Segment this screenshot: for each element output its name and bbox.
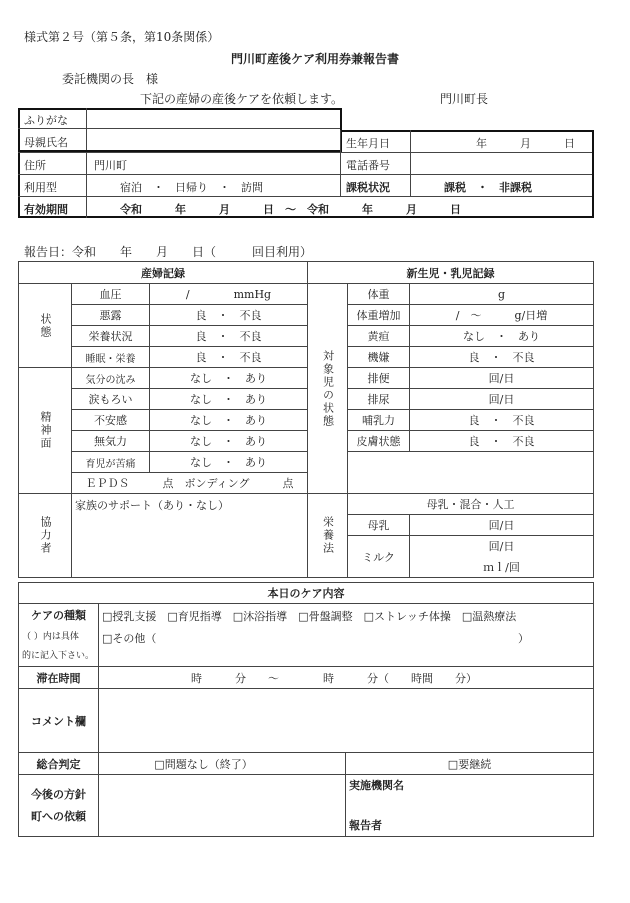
future-field[interactable] [99, 775, 346, 837]
row-line-2 [18, 174, 592, 175]
infant-value[interactable]: なし ・ あり [410, 326, 594, 347]
maternal-item: 涙もろい [72, 389, 150, 410]
addressee: 委託機関の長 様 [62, 72, 159, 86]
top-form [18, 108, 594, 218]
birthdate-label: 生年月日 [346, 137, 390, 150]
infant-value[interactable]: 良 ・ 不良 [410, 410, 594, 431]
facility-cell [346, 775, 594, 837]
infant-value[interactable]: g [410, 284, 594, 305]
tax-status-options[interactable]: 課税 ・ 非課税 [444, 181, 532, 194]
target-group-label: 対象児の状態 [308, 284, 348, 494]
furigana-label: ふりがな [24, 114, 68, 127]
care-type-cell [19, 604, 99, 667]
maternal-value[interactable]: 良 ・ 不良 [150, 305, 308, 326]
row-line-3 [18, 196, 592, 197]
tax-status-label: 課税状況 [346, 181, 390, 194]
nutrition-group-label: 栄養法 [308, 494, 348, 578]
maternal-item: 無気力 [72, 431, 150, 452]
form-number: 様式第２号（第５条，第10条関係） [24, 30, 220, 44]
maternal-item: 睡眠・栄養 [72, 347, 150, 368]
reporter-label: 報告者 [349, 819, 382, 832]
care-type-note-2: 的に記入下さい。 [22, 651, 95, 661]
mental-group-label: 精神面 [19, 368, 72, 494]
maternal-value[interactable]: なし ・ あり [150, 368, 308, 389]
care-other-close: ） [518, 632, 529, 645]
issuer: 門川町長 [440, 92, 489, 106]
care-section-title: 本日のケア内容 [19, 583, 594, 604]
infant-item: 黄疸 [348, 326, 410, 347]
right-label-divider [410, 130, 411, 196]
mid-col-divider [340, 152, 341, 196]
maternal-item: 悪露 [72, 305, 150, 326]
request-text: 下記の産婦の産後ケアを依頼します。 [140, 92, 344, 106]
validity-value[interactable]: 令和 年 月 日 ～ 令和 年 月 日 [120, 203, 461, 216]
records-table [18, 261, 594, 578]
breast-milk-label: 母乳 [348, 515, 410, 536]
infant-item: 哺乳力 [348, 410, 410, 431]
comment-label: コメント欄 [19, 689, 99, 753]
maternal-value[interactable]: 良 ・ 不良 [150, 347, 308, 368]
maternal-item: 血圧 [72, 284, 150, 305]
formula-value-1[interactable]: 回/日 [410, 536, 594, 557]
infant-value[interactable]: 良 ・ 不良 [410, 347, 594, 368]
infant-item: 排尿 [348, 389, 410, 410]
formula-label: ミルク [348, 536, 410, 578]
phone-label: 電話番号 [346, 159, 390, 172]
maternal-item: 気分の沈み [72, 368, 150, 389]
state-group-label: 状態 [19, 284, 72, 368]
infant-header: 新生児・乳児記録 [308, 262, 594, 284]
name-divider [18, 128, 340, 129]
usage-type-label: 利用型 [24, 181, 57, 194]
care-other-open[interactable]: □その他（ [102, 632, 157, 645]
stay-time-value[interactable]: 時 分 ～ 時 分（ 時間 分） [99, 667, 594, 689]
info-top-border [340, 130, 592, 132]
birth-divider [340, 130, 341, 152]
care-type-label: ケアの種類 [31, 609, 86, 622]
maternal-header: 産婦記録 [19, 262, 308, 284]
maternal-value[interactable]: なし ・ あり [150, 431, 308, 452]
care-options-line-2 [102, 630, 590, 644]
maternal-value[interactable]: なし ・ あり [150, 389, 308, 410]
infant-value[interactable]: 良 ・ 不良 [410, 431, 594, 452]
infant-value[interactable]: 回/日 [410, 389, 594, 410]
address-value[interactable]: 門川町 [94, 159, 127, 172]
infant-item: 体重増加 [348, 305, 410, 326]
infant-item: 皮膚状態 [348, 431, 410, 452]
maternal-value[interactable]: 良 ・ 不良 [150, 326, 308, 347]
maternal-value[interactable]: / mmHg [150, 284, 308, 305]
stay-time-label: 滞在時間 [19, 667, 99, 689]
judgment-continue-checkbox[interactable]: □要継続 [346, 753, 594, 775]
infant-blank [348, 452, 594, 494]
maternal-item: 栄養状況 [72, 326, 150, 347]
validity-label: 有効期間 [24, 203, 68, 216]
future-label-cell [19, 775, 99, 837]
report-date[interactable]: 報告日：令和 年 月 日（ 回目利用） [24, 245, 313, 259]
address-label: 住所 [24, 159, 46, 172]
maternal-value[interactable]: なし ・ あり [150, 452, 308, 473]
phone-field[interactable] [416, 154, 586, 172]
family-support[interactable]: 家族のサポート（あり・なし） [72, 494, 308, 578]
row-line-1 [18, 152, 592, 153]
care-options-line-1[interactable]: □授乳支援 □育児指導 □沐浴指導 □骨盤調整 □ストレッチ体操 □温熱療法 [102, 610, 517, 623]
infant-value[interactable]: 回/日 [410, 368, 594, 389]
comment-field[interactable] [99, 689, 594, 753]
infant-item: 体重 [348, 284, 410, 305]
maternal-item: 育児が苦痛 [72, 452, 150, 473]
mother-name-label: 母親氏名 [24, 136, 68, 149]
facility-label: 実施機関名 [349, 779, 404, 792]
care-options-cell [99, 604, 594, 667]
infant-item: 機嫌 [348, 347, 410, 368]
maternal-item: 不安感 [72, 410, 150, 431]
future-label-1: 今後の方針 [31, 787, 86, 801]
epds-bonding[interactable]: ＥＰＤＳ 点 ボンディング 点 [72, 473, 308, 494]
care-type-note-1: （ ）内は具体 [22, 632, 79, 642]
birthdate-value[interactable]: 年 月 日 [476, 137, 575, 150]
formula-value-2[interactable]: ｍｌ/回 [410, 557, 594, 578]
usage-type-options[interactable]: 宿泊 ・ 日帰り ・ 訪問 [120, 181, 263, 194]
helper-group-label: 協力者 [19, 494, 72, 578]
future-label-2: 町への依頼 [31, 809, 86, 823]
judgment-label: 総合判定 [19, 753, 99, 775]
care-table [18, 582, 594, 837]
maternal-value[interactable]: なし ・ あり [150, 410, 308, 431]
judgment-ok-checkbox[interactable]: □問題なし（終了） [99, 753, 346, 775]
feeding-type[interactable]: 母乳・混合・人工 [348, 494, 594, 515]
label-col-divider [86, 152, 87, 218]
infant-item: 排便 [348, 368, 410, 389]
infant-value[interactable]: / ～ g/日増 [410, 305, 594, 326]
breast-milk-value[interactable]: 回/日 [410, 515, 594, 536]
page-title: 門川町産後ケア利用券兼報告書 [230, 52, 399, 66]
